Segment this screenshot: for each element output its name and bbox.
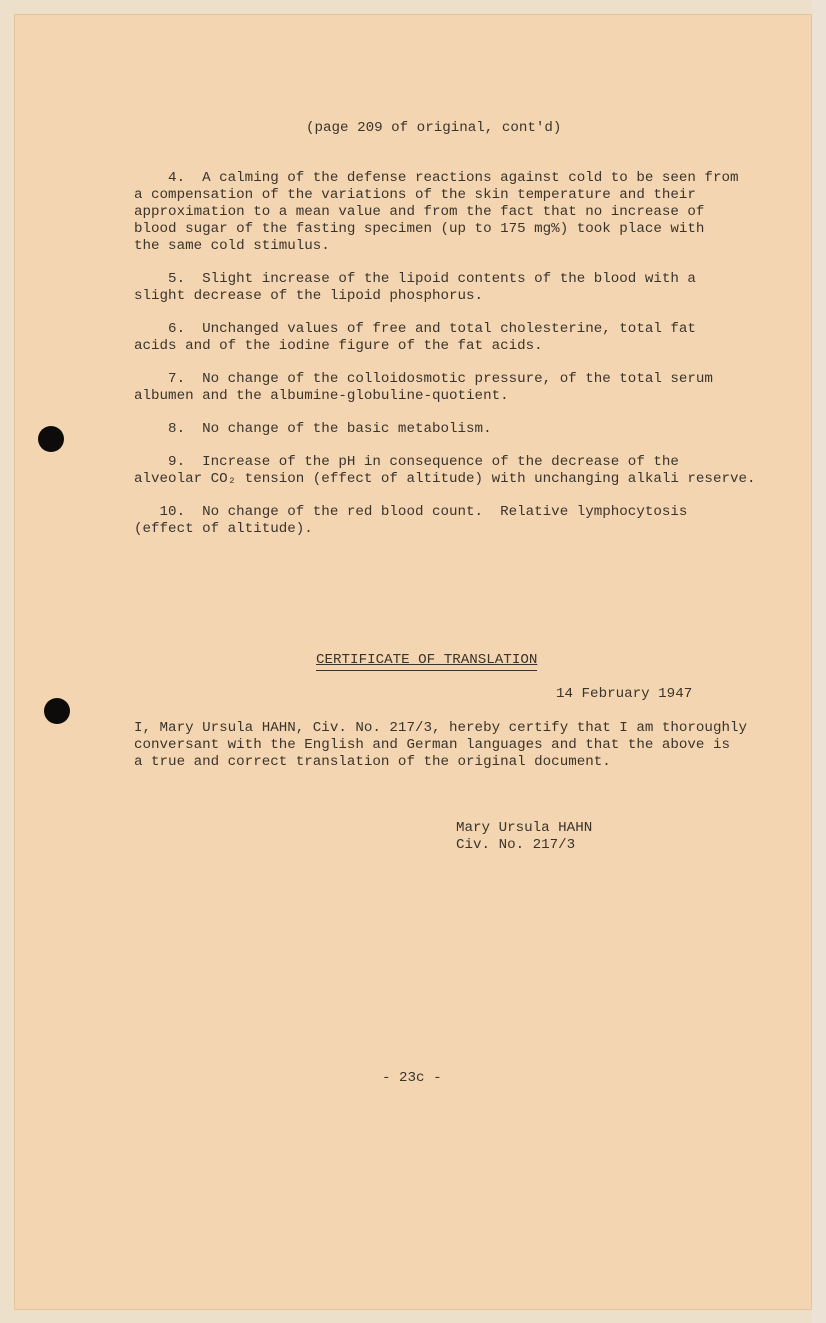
finding-9: 9. Increase of the pH in consequence of the decrease of the alveolar CO₂ tension (effect of altitude) with unchanging alkali reserve.: [134, 454, 756, 487]
signature-name: Mary Ursula HAHN: [456, 820, 593, 836]
punch-hole-lower: [44, 698, 70, 724]
finding-7: 7. No change of the colloidosmotic pressure, of the total serum albumen and the albumine-globuline-quotient.: [134, 371, 713, 404]
finding-10: 10. No change of the red blood count. Relative lymphocytosis (effect of altitude).: [134, 504, 688, 537]
certificate-date: 14 February 1947: [556, 686, 693, 702]
finding-5: 5. Slight increase of the lipoid contents of the blood with a slight decrease of the lipoid phosphorus.: [134, 271, 696, 304]
certificate-title-text: CERTIFICATE OF TRANSLATION: [316, 652, 537, 671]
page-header: (page 209 of original, cont'd): [306, 120, 562, 136]
finding-4: 4. A calming of the defense reactions against cold to be seen from a compensation of the variations of the skin temperature and their approximation to a mean value and from the fact that no increase of blood sugar of the fasting specimen (up to 175 mg%) took place with the same cold stimulus.: [134, 170, 739, 254]
certificate-body: I, Mary Ursula HAHN, Civ. No. 217/3, hereby certify that I am thoroughly conversant with the English and German languages and that the above is a true and correct translation of the original document.: [134, 720, 747, 770]
punch-hole-upper: [38, 426, 64, 452]
finding-8: 8. No change of the basic metabolism.: [134, 421, 492, 437]
certificate-title: [316, 652, 537, 669]
signature-civ-number: Civ. No. 217/3: [456, 837, 576, 853]
page-edge: [812, 0, 826, 1323]
page-number: - 23c -: [382, 1070, 442, 1086]
finding-6: 6. Unchanged values of free and total cholesterine, total fat acids and of the iodine figure of the fat acids.: [134, 321, 696, 354]
